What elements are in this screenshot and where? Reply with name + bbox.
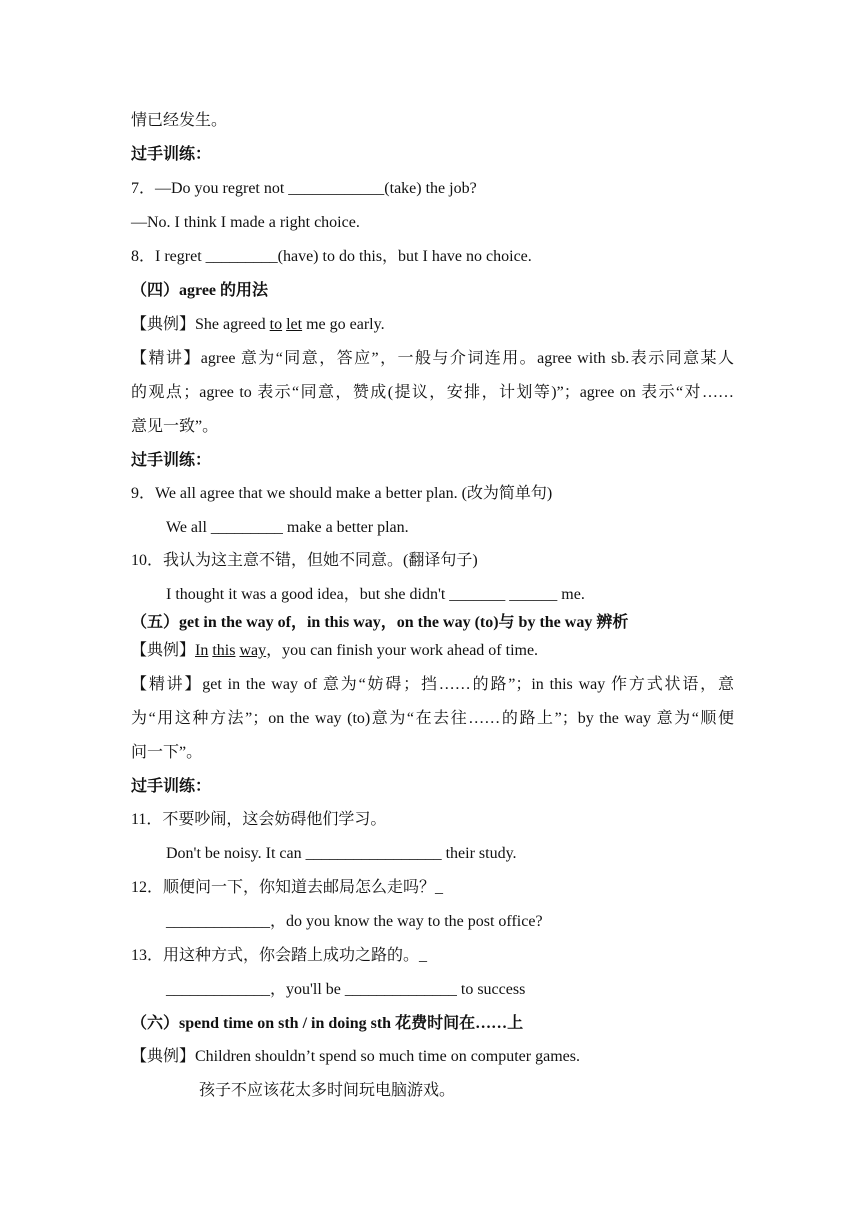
explanation-4-line-1: 【精讲】agree 意为“同意，答应”，一般与介词连用。agree with sb.表示同意某人	[131, 350, 734, 367]
example-line-5: 【典例】In this way，you can finish your work ahead of time.	[131, 642, 539, 659]
exercise-10: 10．我认为这主意不错，但她不同意。(翻译句子)	[131, 552, 478, 569]
example-line-6: 【典例】Children shouldn’t spend so much time on computer games.	[131, 1048, 580, 1065]
explanation-5-line-1: 【精讲】get in the way of 意为“妨碍；挡……的路”；in this way 作方式状语，意	[131, 676, 734, 693]
exercise-8: 8．I regret _________(have) to do this，but I have no choice.	[131, 248, 532, 265]
exercise-10-blank: I thought it was a good idea，but she didn't _______ ______ me.	[166, 586, 585, 603]
section-heading-4: （四）agree 的用法	[131, 282, 269, 299]
section-heading-5: （五）get in the way of，in this way，on the way (to)与 by the way 辨析	[131, 614, 629, 631]
exercise-13-blank: _____________，you'll be ______________ to success	[166, 981, 526, 998]
exercise-7-answer: —No. I think I made a right choice.	[131, 214, 360, 231]
section-heading-6: （六）spend time on sth / in doing sth 花费时间在……上	[131, 1015, 524, 1032]
practice-heading: 过手训练：	[131, 778, 212, 795]
exercise-9-blank: We all _________ make a better plan.	[166, 519, 409, 536]
explanation-5-line-3: 问一下”。	[131, 744, 203, 761]
exercise-13: 13．用这种方式，你会踏上成功之路的。_	[131, 947, 428, 964]
exercise-12: 12．顺便问一下，你知道去邮局怎么走吗？_	[131, 879, 444, 896]
explanation-4-line-2: 的观点；agree to 表示“同意，赞成(提议，安排，计划等)”；agree on 表示“对……	[131, 384, 734, 401]
exercise-11: 11．不要吵闹，这会妨碍他们学习。	[131, 811, 387, 828]
practice-heading: 过手训练：	[131, 146, 212, 163]
explanation-4-line-3: 意见一致”。	[131, 418, 219, 435]
exercise-11-blank: Don't be noisy. It can _________________ their study.	[166, 845, 517, 862]
example-line-4: 【典例】She agreed to let me go early.	[131, 316, 385, 333]
exercise-9: 9．We all agree that we should make a better plan. (改为简单句)	[131, 485, 553, 502]
practice-heading: 过手训练：	[131, 452, 212, 469]
paragraph-continuation: 情已经发生。	[131, 112, 228, 129]
example-translation-6: 孩子不应该花太多时间玩电脑游戏。	[199, 1082, 456, 1099]
exercise-12-blank: _____________，do you know the way to the post office?	[166, 913, 543, 930]
exercise-7: 7．—Do you regret not ____________(take) the job?	[131, 180, 477, 197]
explanation-5-line-2: 为“用这种方法”；on the way (to)意为“在去往……的路上”；by the way 意为“顺便	[131, 710, 734, 727]
